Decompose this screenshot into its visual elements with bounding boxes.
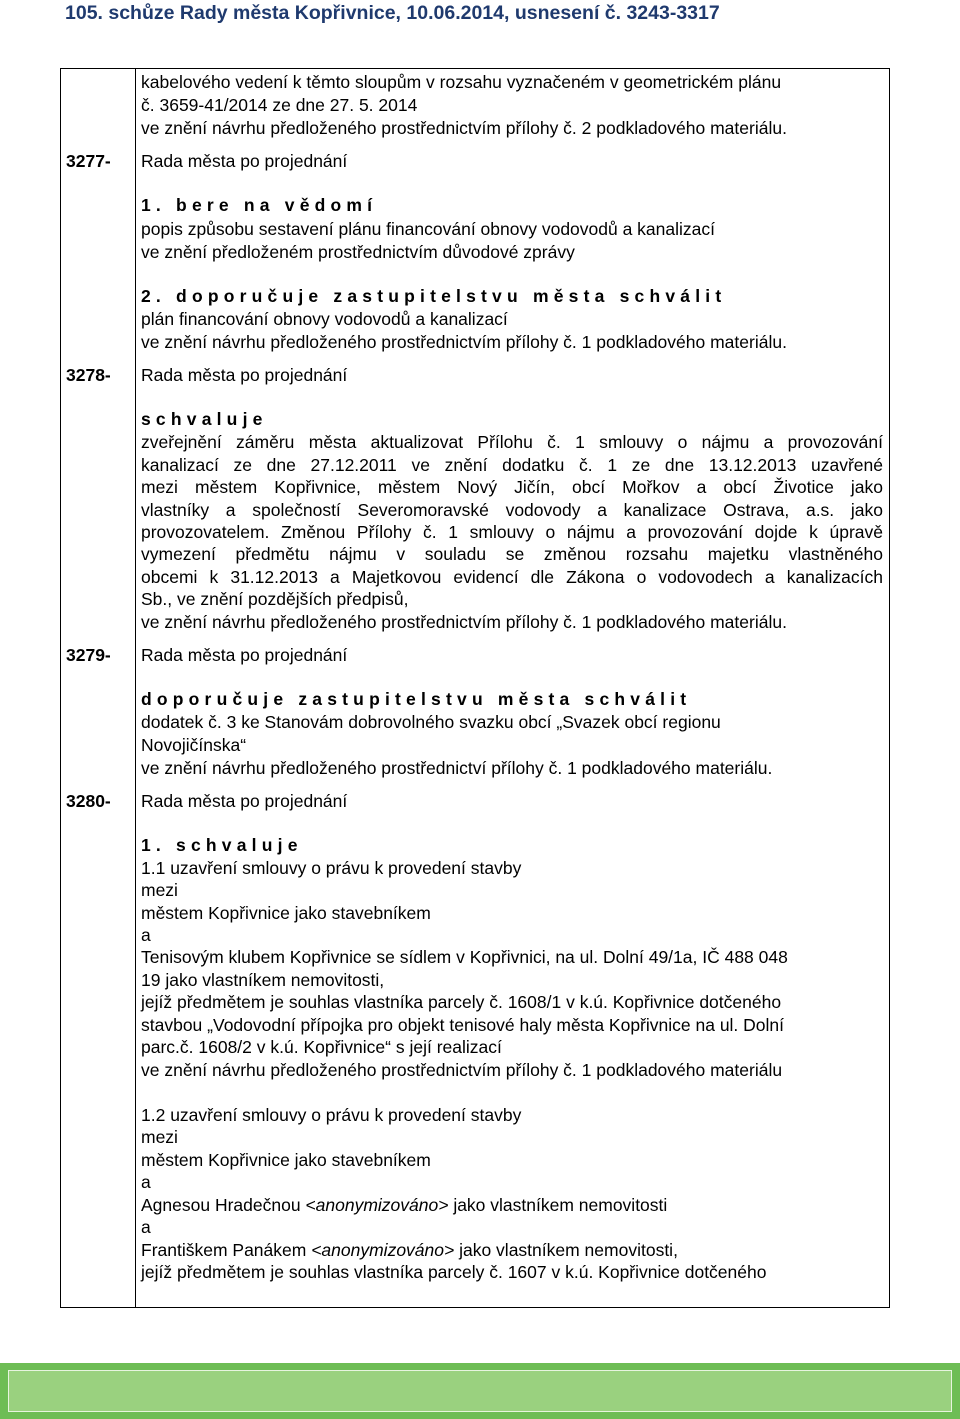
party-name: Agnesou Hradečnou	[141, 1195, 306, 1215]
resolution-intro: Rada města po projednání	[141, 791, 348, 811]
resolution-number: 3278-	[66, 365, 111, 385]
resolution-text: ve znění návrhu předloženého prostřednictví přílohy č. 1 podkladového materiálu.	[141, 758, 773, 778]
resolution-text: a	[141, 1217, 151, 1237]
resolution-intro: Rada města po projednání	[141, 645, 348, 665]
resolution-text: obcemi k 31.12.2013 a Majetkovou evidencí dle Zákona o vodovodech a kanalizacích	[141, 567, 883, 587]
resolution-number: 3280-	[66, 791, 111, 811]
resolution-intro: Rada města po projednání	[141, 151, 348, 171]
resolution-text: a	[141, 1172, 151, 1192]
continuation-line: kabelového vedení k těmto sloupům v rozsahu vyznačeném v geometrickém plánu	[141, 72, 782, 92]
resolution-number: 3279-	[66, 645, 111, 665]
resolution-text: ve znění návrhu předloženého prostřednictvím přílohy č. 1 podkladového materiálu.	[141, 332, 787, 352]
resolution-text: 1.2 uzavření smlouvy o právu k provedení stavby	[141, 1105, 522, 1125]
resolution-text: dodatek č. 3 ke Stanovám dobrovolného svazku obcí „Svazek obcí regionu	[141, 712, 721, 732]
resolution-heading: 2. doporučuje zastupitelstvu města schválit	[141, 286, 727, 306]
resolution-text	[141, 1194, 667, 1216]
continuation-line: ve znění návrhu předloženého prostřednictvím přílohy č. 2 podkladového materiálu.	[141, 118, 787, 138]
party-role: jako vlastníkem nemovitosti	[448, 1195, 668, 1215]
resolution-text: 1.1 uzavření smlouvy o právu k provedení stavby	[141, 858, 522, 878]
anonymized-marker: <anonymizováno>	[305, 1195, 449, 1215]
resolution-text: a	[141, 925, 151, 945]
resolution-intro: Rada města po projednání	[141, 365, 348, 385]
resolution-text: jejíž předmětem je souhlas vlastníka parcely č. 1608/1 v k.ú. Kopřivnice dotčeného	[141, 992, 782, 1012]
resolution-text: ve znění předloženém prostřednictvím důvodové zprávy	[141, 242, 575, 262]
footer-band	[0, 1363, 960, 1419]
resolution-heading: doporučuje zastupitelstvu města schválit	[141, 689, 692, 709]
resolution-text: Tenisovým klubem Kopřivnice se sídlem v Kopřivnici, na ul. Dolní 49/1a, IČ 488 048	[141, 947, 788, 967]
resolution-text: městem Kopřivnice jako stavebníkem	[141, 1150, 431, 1170]
page-header: 105. schůze Rady města Kopřivnice, 10.06.2014, usnesení č. 3243-3317	[65, 2, 720, 24]
resolution-text: mezi	[141, 880, 178, 900]
resolution-heading: 1. schvaluje	[141, 835, 303, 855]
resolution-text: kanalizací ze dne 27.12.2011 ve znění dodatku č. 1 ze dne 13.12.2013 uzavřené	[141, 455, 883, 475]
resolution-text: Novojičínska“	[141, 735, 247, 755]
resolution-text: 19 jako vlastníkem nemovitosti,	[141, 970, 385, 990]
resolution-heading: schvaluje	[141, 409, 268, 429]
party-name: Františkem Panákem	[141, 1240, 312, 1260]
resolution-text: mezi městem Kopřivnice, městem Nový Jičín, obcí Mořkov a obcí Životice jako	[141, 477, 883, 497]
resolution-text: ve znění návrhu předloženého prostřednictvím přílohy č. 1 podkladového materiálu	[141, 1060, 783, 1080]
continuation-line: č. 3659-41/2014 ze dne 27. 5. 2014	[141, 95, 418, 115]
resolution-text: vlastníky a společností Severomoravské vodovody a kanalizace Ostrava, a.s. jako	[141, 500, 883, 520]
resolution-text	[141, 1239, 678, 1261]
resolution-text: městem Kopřivnice jako stavebníkem	[141, 903, 431, 923]
resolution-text: parc.č. 1608/2 v k.ú. Kopřivnice“ s její realizací	[141, 1037, 502, 1057]
column-divider	[135, 68, 136, 1308]
resolution-text: mezi	[141, 1127, 178, 1147]
resolution-text: vymezení předmětu nájmu v souladu se změnou rozsahu majetku vlastněného	[141, 544, 883, 564]
resolution-text: jejíž předmětem je souhlas vlastníka parcely č. 1607 v k.ú. Kopřivnice dotčeného	[141, 1262, 767, 1282]
anonymized-marker: <anonymizováno>	[311, 1240, 455, 1260]
party-role: jako vlastníkem nemovitosti,	[454, 1240, 678, 1260]
resolution-text: zveřejnění záměru města aktualizovat Přílohu č. 1 smlouvy o nájmu a provozování	[141, 432, 883, 452]
resolution-text: provozovatelem. Změnou Přílohy č. 1 smlouvy o nájmu a provozování dojde k úpravě	[141, 522, 883, 542]
resolution-text: ve znění návrhu předloženého prostřednictvím přílohy č. 1 podkladového materiálu.	[141, 612, 787, 632]
resolution-text: plán financování obnovy vodovodů a kanalizací	[141, 309, 508, 329]
resolution-number: 3277-	[66, 151, 111, 171]
resolution-text: stavbou „Vodovodní přípojka pro objekt tenisové haly města Kopřivnice na ul. Dolní	[141, 1015, 785, 1035]
resolution-text: Sb., ve znění pozdějších předpisů,	[141, 589, 409, 609]
resolution-text: popis způsobu sestavení plánu financování obnovy vodovodů a kanalizací	[141, 219, 716, 239]
footer-band-inner	[8, 1370, 952, 1412]
resolution-heading: 1. bere na vědomí	[141, 195, 378, 215]
